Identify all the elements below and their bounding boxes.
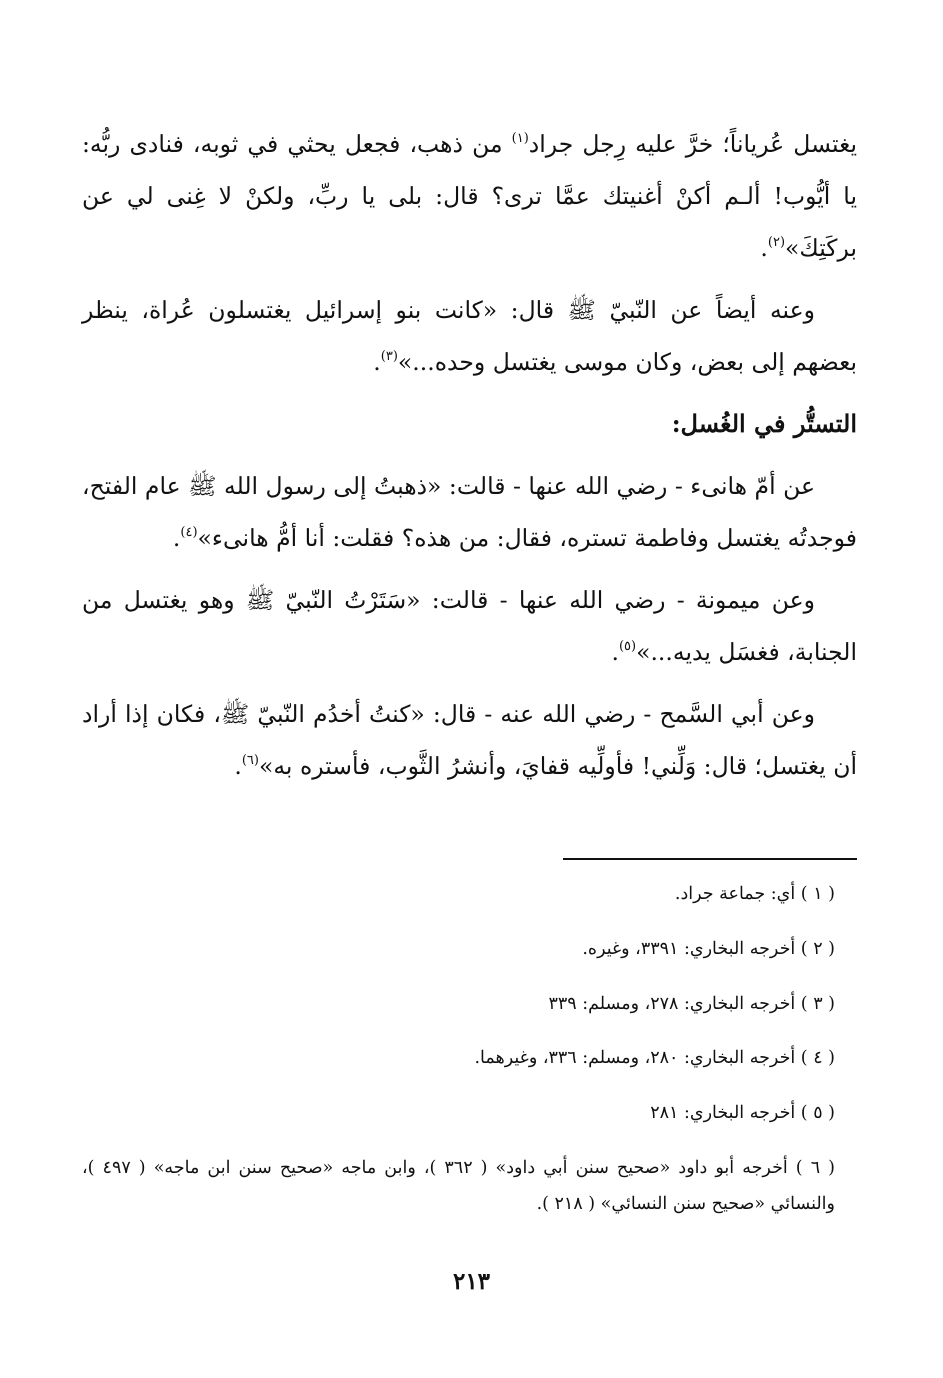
section-heading: التستُّر في الغُسل: <box>671 409 857 438</box>
paragraph-2 <box>82 284 857 388</box>
page-number: ٢١٣ <box>452 1268 491 1295</box>
footnote-ref-4[interactable]: (٤) <box>180 525 198 540</box>
paragraph-5-text: وعن أبي السَّمح - رضي الله عنه - قال: «كنتُ أخدُم النّبيّ ﷺ، فكان إذا أراد أن يغتسل؛ قال: وَلِّني! فأولِّيه قفايَ، وأنشرُ الثَّوب، فأستره به» <box>82 700 857 780</box>
paragraph-3-text: عن أمّ هانىء - رضي الله عنها - قالت: «ذهبتُ إلى رسول الله ﷺ عام الفتح، فوجدتُه يغتسل وفاطمة تستره، فقال: من هذه؟ فقلت: أنا أمُّ هانىء» <box>82 472 857 552</box>
footnote-6: ( ٦ ) أخرجه أبو داود «صحيح سنن أبي داود» ( ٣٦٢ )، وابن ماجه «صحيح سنن ابن ماجه» ( ٤٩٧ )، والنسائي «صحيح سنن النسائي» ( ٢١٨ ). <box>82 1157 835 1214</box>
paragraph-3 <box>82 460 857 564</box>
footnotes <box>82 876 857 1222</box>
paragraph-5-end: . <box>234 752 242 780</box>
paragraph-2-end: . <box>373 348 381 376</box>
footnote-separator <box>563 858 857 860</box>
footnote-ref-6[interactable]: (٦) <box>241 753 259 768</box>
footnote-ref-2[interactable]: (٢) <box>767 235 786 250</box>
footnote-1: ( ١ ) أي: جماعة جراد. <box>674 884 835 904</box>
footnote-5: ( ٥ ) أخرجه البخاري: ٢٨١ <box>650 1103 835 1124</box>
paragraph-1 <box>82 118 857 274</box>
main-text <box>82 118 857 802</box>
footnote-3: ( ٣ ) أخرجه البخاري: ٢٧٨، ومسلم: ٣٣٩ <box>548 993 835 1014</box>
paragraph-3-end: . <box>172 524 181 552</box>
paragraph-1-end: . <box>760 234 768 262</box>
footnote-ref-5[interactable]: (٥) <box>618 639 637 654</box>
footnote-ref-3[interactable]: (٣) <box>380 349 398 364</box>
paragraph-4-text: وعن ميمونة - رضي الله عنها - قالت: «سَتَرْتُ النّبيّ ﷺ وهو يغتسل من الجنابة، فغسَل يديه...» <box>82 586 857 666</box>
paragraph-4 <box>82 574 857 678</box>
paragraph-1-text-a: يغتسل عُرياناً؛ خرَّ عليه رِجل جراد <box>528 130 858 158</box>
footnote-2: ( ٢ ) أخرجه البخاري: ٣٣٩١، وغيره. <box>582 938 835 959</box>
paragraph-4-end: . <box>611 638 619 666</box>
footnote-4: ( ٤ ) أخرجه البخاري: ٢٨٠، ومسلم: ٣٣٦، وغيرهما. <box>474 1048 835 1069</box>
paragraph-2-text: وعنه أيضاً عن النّبيّ ﷺ قال: «كانت بنو إسرائيل يغتسلون عُراة، ينظر بعضهم إلى بعض، وكان موسى يغتسل وحده...» <box>82 296 857 376</box>
footnote-ref-1[interactable]: (١) <box>511 131 529 146</box>
paragraph-5 <box>82 688 857 792</box>
paragraph-1-text-b: من ذهب، فجعل يحثي في ثوبه، فنادى ربُّه: يا أيُّوب! ألـم أكنْ أغنيتك عمَّا ترى؟ قال: بلى يا ربِّ، ولكنْ لا غِنى لي عن بركَتِكَ» <box>82 130 857 262</box>
